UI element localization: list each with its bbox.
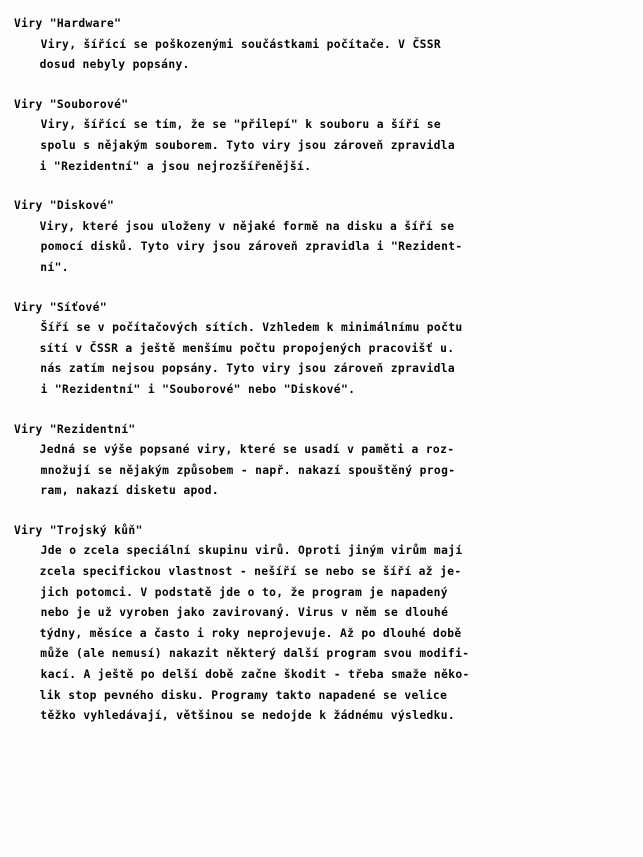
text-line: těžko vyhledávají, většinou se nedojde k žádnému výsledku. [40,709,456,723]
text-line: Jedná se výše popsané viry, které se usadí v paměti a roz- [39,443,455,457]
document-body [14,14,625,727]
section-paragraph [14,217,625,279]
text-line: zcela specifickou vlastnost - nešíří se nebo se šíří až je- [39,565,462,579]
section-paragraph [14,541,625,726]
text-line: Jde o zcela speciální skupinu virů. Oproti jiným virům mají [40,544,463,558]
text-line: kací. A ještě po delší době začne škodit - třeba smaže něko- [40,668,470,682]
section-gap [14,289,625,298]
text-line: Viry, šířící se poškozenými součástkami počítače. V ČSSR [40,37,442,51]
text-line: dosud nebyly popsány. [39,58,190,72]
section-gap [14,86,625,95]
text-line: i "Rezidentní" i "Souborové" nebo "Diskové". [40,382,356,396]
text-line: spolu s nějakým souborem. Tyto viry jsou zároveň zpravidla [40,138,456,152]
text-line: pomocí disků. Tyto viry jsou zároveň zpravidla i "Rezident- [40,240,463,254]
text-line: jich potomci. V podstatě jde o to, že program je napadený [40,585,448,599]
text-line: sítí v ČSSR a ještě menšímu počtu propojených pracovišť u. [39,341,455,355]
section-heading: Viry "Trojský kůň" [14,523,143,537]
section-heading: Viry "Rezidentní" [14,422,136,436]
text-line: i "Rezidentní" a jsou nejrozšířenější. [39,159,312,173]
section-gap [14,512,625,521]
section-heading: Viry "Síťové" [14,300,107,314]
section-heading: Viry "Souborové" [14,97,129,111]
section-paragraph [14,440,625,502]
text-line: nás zatím nejsou popsány. Tyto viry jsou zároveň zpravidla [40,362,456,376]
text-line: Šíří se v počítačových sítích. Vzhledem k minimálnímu počtu [40,321,463,335]
document-section [14,196,625,278]
text-line: týdny, měsíce a často i roky neprojevuje. Až po dlouhé době [39,626,462,640]
text-line: Viry, šířící se tím, že se "přilepí" k souboru a šíří se [40,118,442,132]
section-heading: Viry "Hardware" [14,17,122,30]
text-line: ram, nakazí disketu apod. [40,484,220,498]
section-heading: Viry "Diskové" [14,199,115,213]
document-section [14,14,625,76]
document-section [14,298,625,401]
text-line: nebo je už vyroben jako zavirovaný. Virus v něm se dlouhé [40,606,449,620]
section-gap [14,411,625,420]
text-line: lik stop pevného disku. Programy takto napadené se velice [39,688,448,702]
text-line: množují se nějakým způsobem - např. nakazí spouštěný prog- [40,463,456,477]
document-section [14,521,625,727]
section-gap [14,187,625,196]
section-paragraph [14,115,625,177]
text-line: může (ale nemusí) nakazit některý další program svou modifi- [40,647,470,661]
section-paragraph [14,35,625,76]
document-section [14,95,625,177]
text-line: Viry, které jsou uloženy v nějaké formě na disku a šíří se [39,219,455,233]
text-line: ní". [40,260,69,274]
document-section [14,420,625,502]
section-paragraph [14,318,625,400]
